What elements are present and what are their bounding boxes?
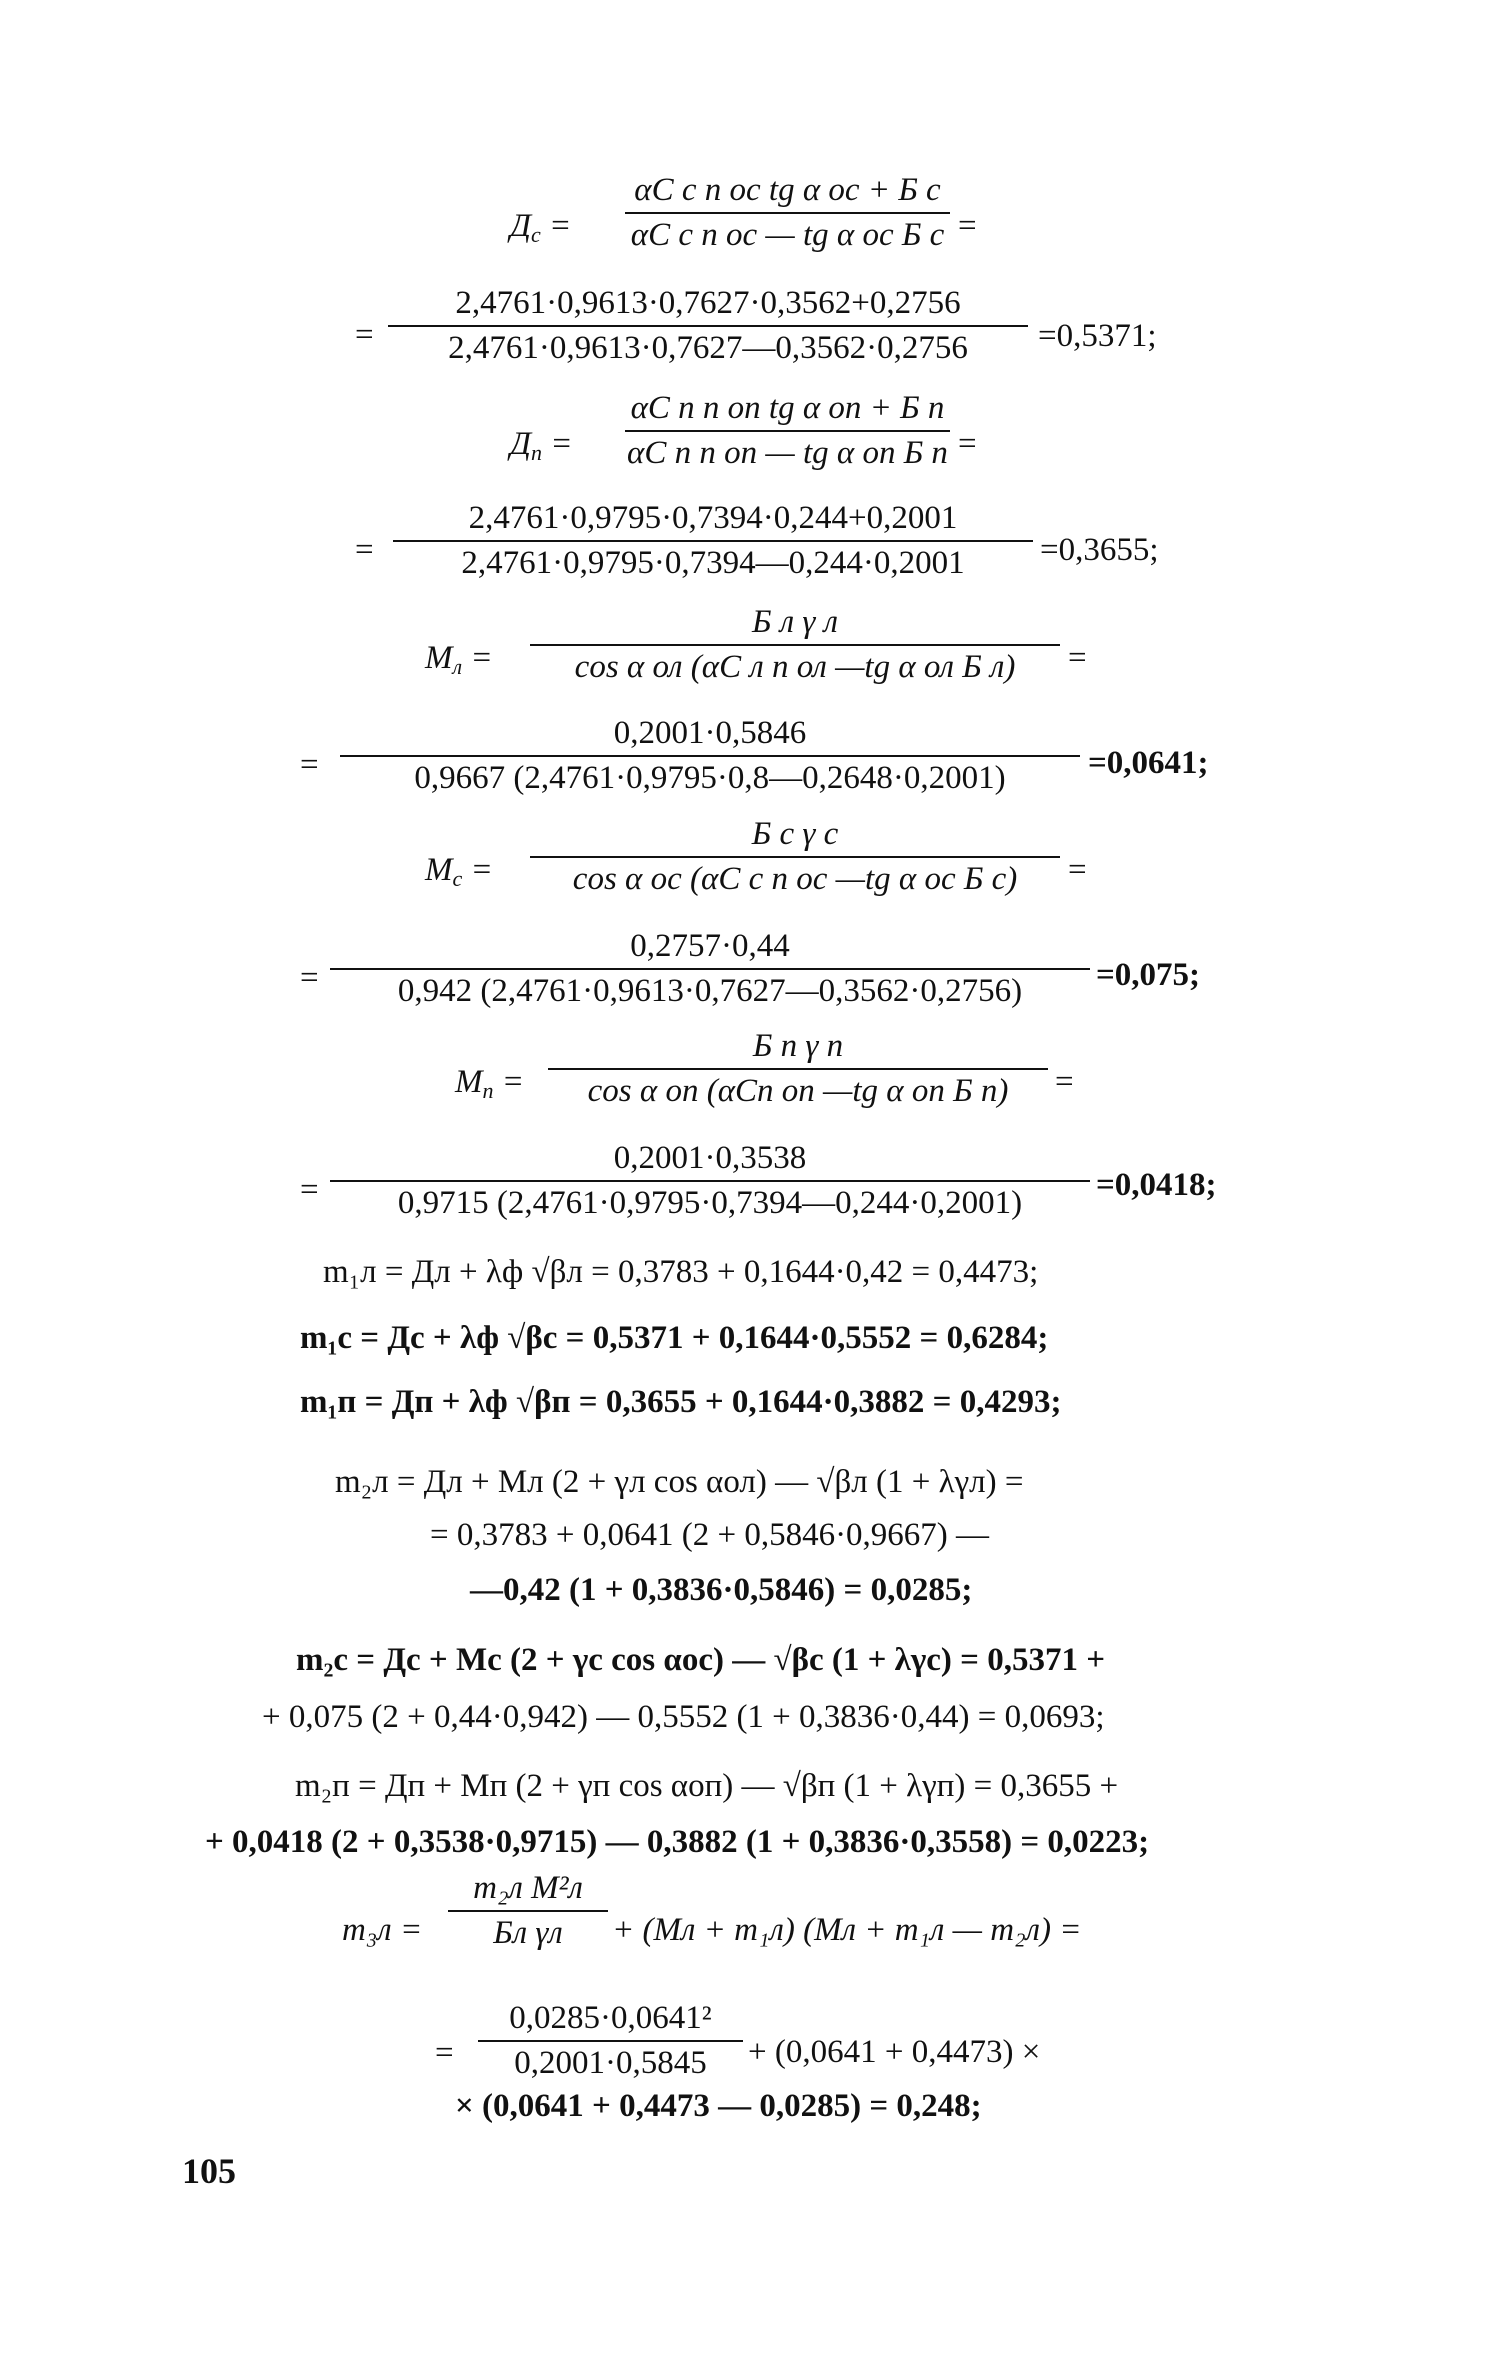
dp-fraction: αC п n оп tg α оп + Б п αC п n оп — tg α оп Б п [625, 390, 950, 472]
dc-result: =0,5371; [1038, 318, 1157, 354]
m3l-lhs: m₃л = [342, 1912, 423, 1948]
dc-denominator: αC с n ос — tg α ос Б с [630, 217, 945, 253]
m2l-line-2: = 0,3783 + 0,0641 (2 + 0,5846·0,9667) — [430, 1517, 990, 1553]
mp-result: =0,0418; [1096, 1167, 1217, 1203]
dc-numeric-fraction: 2,4761·0,9613·0,7627·0,3562+0,2756 2,4761·0,9613·0,7627—0,3562·0,2756 [388, 285, 1028, 367]
mc-result: =0,075; [1096, 957, 1201, 993]
ml-numeric-fraction: 0,2001·0,5846 0,9667 (2,4761·0,9795·0,8—0,2648·0,2001) [340, 715, 1080, 797]
m1c-line: m₁с = Дс + λф √βс = 0,5371 + 0,1644·0,5552 = 0,6284; [300, 1320, 1049, 1356]
m3l-fraction: m₂л M²л Бл γл [448, 1870, 608, 1952]
ml-result: =0,0641; [1088, 745, 1209, 781]
m3l-rhs-2: + (0,0641 + 0,4473) × [748, 2034, 1041, 2070]
dc-numerator: αC с n ос tg α ос + Б с [634, 172, 941, 208]
m2l-line-3: —0,42 (1 + 0,3836·0,5846) = 0,0285; [470, 1572, 973, 1608]
m2c-line: m₂с = Дс + Mс (2 + γс cos αос) — √βс (1 + λγс) = 0,5371 + [296, 1642, 1106, 1678]
mp-numeric-fraction: 0,2001·0,3538 0,9715 (2,4761·0,9795·0,7394—0,244·0,2001) [330, 1140, 1090, 1222]
m2c-line-2: + 0,075 (2 + 0,44·0,942) — 0,5552 (1 + 0,3836·0,44) = 0,0693; [262, 1699, 1105, 1735]
dp-result: =0,3655; [1040, 532, 1159, 568]
m2p-line-2: + 0,0418 (2 + 0,3538·0,9715) — 0,3882 (1 + 0,3836·0,3558) = 0,0223; [205, 1824, 1150, 1860]
dp-numeric-fraction: 2,4761·0,9795·0,7394·0,244+0,2001 2,4761·0,9795·0,7394—0,244·0,2001 [393, 500, 1033, 582]
m3l-rhs: + (Mл + m₁л) (Mл + m₁л — m₂л) = [612, 1912, 1082, 1948]
page-number: 105 [182, 2151, 236, 2191]
m3l-numeric-fraction: 0,0285·0,0641² 0,2001·0,5845 [478, 2000, 743, 2082]
mp-lhs: $M_п$ = [455, 1064, 525, 1103]
dc-lhs: $Д_с$ = [510, 208, 572, 247]
mc-numeric-fraction: 0,2757·0,44 0,942 (2,4761·0,9613·0,7627—0,3562·0,2756) [330, 928, 1090, 1010]
dp-lhs: $Д_п$ = [510, 426, 573, 465]
m1p-line: m₁п = Дп + λф √βп = 0,3655 + 0,1644·0,3882 = 0,4293; [300, 1384, 1062, 1420]
dc-fraction [625, 172, 950, 254]
mc-fraction: Б с γ с cos α ос (αC с n ос —tg α ос Б с) [530, 816, 1060, 898]
m2l-line: m₂л = Дл + Mл (2 + γл cos αол) — √βл (1 + λγл) = [335, 1464, 1024, 1500]
ml-lhs: $M_л$ = [425, 640, 493, 679]
mc-lhs: $M_с$ = [425, 852, 493, 891]
m1l-line: m₁л = Дл + λф √βл = 0,3783 + 0,1644·0,42 = 0,4473; [323, 1254, 1039, 1290]
ml-fraction: Б л γ л cos α ол (αC л n ол —tg α ол Б л) [530, 604, 1060, 686]
dc-eq: = [958, 208, 977, 244]
mp-fraction: Б п γ п cos α оп (αCn оп —tg α оп Б п) [548, 1028, 1048, 1110]
m2p-line: m₂п = Дп + Mп (2 + γп cos αоп) — √βп (1 + λγп) = 0,3655 + [295, 1768, 1119, 1804]
m3l-result: × (0,0641 + 0,4473 — 0,0285) = 0,248; [455, 2088, 982, 2124]
